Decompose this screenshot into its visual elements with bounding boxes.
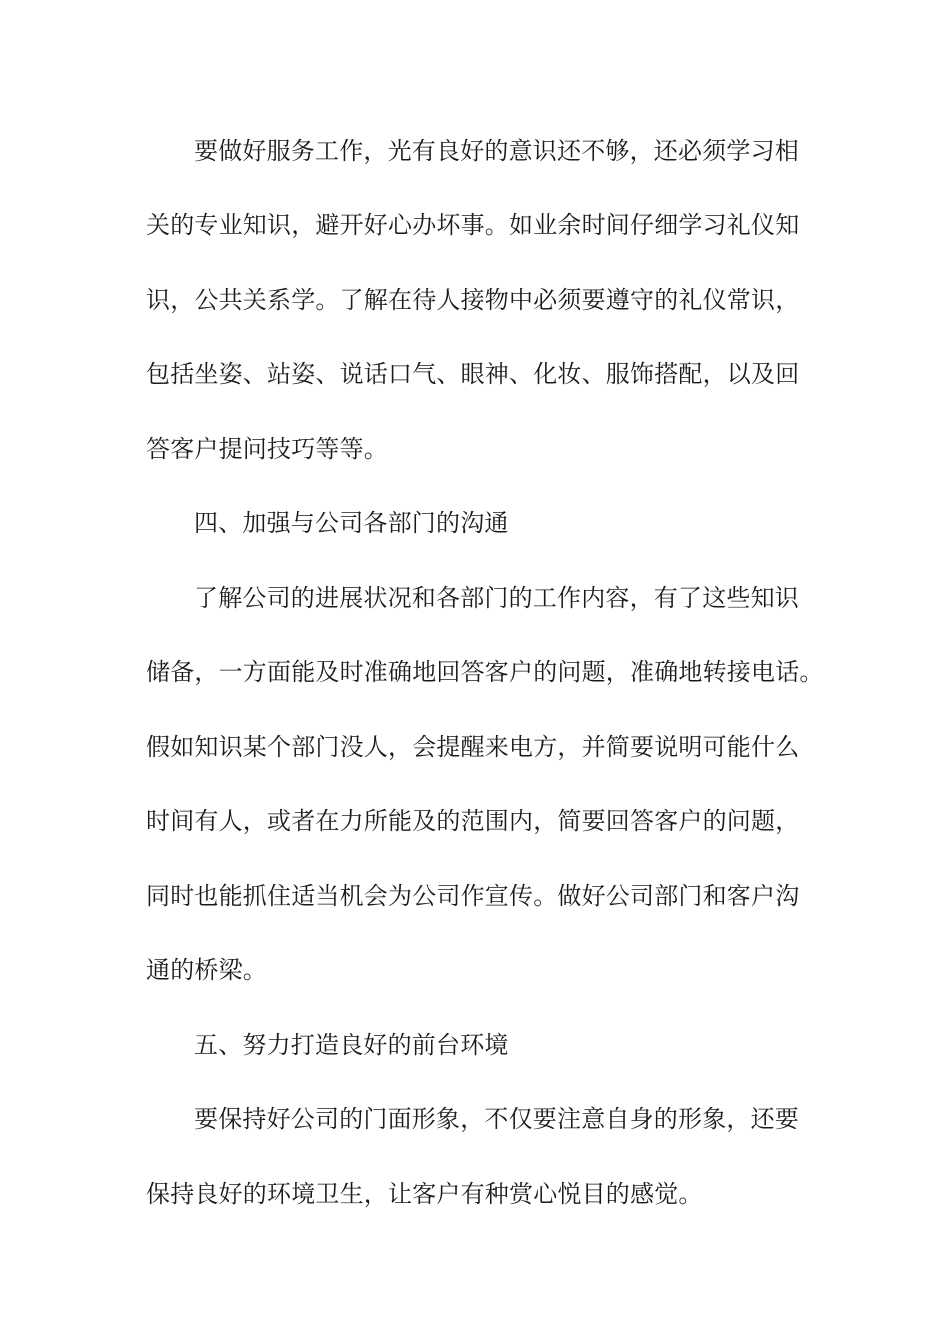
paragraph-line: 保持良好的环境卫生，让客户有种赏心悦目的感觉。 [146,1180,703,1208]
paragraph-line: 识，公共关系学。了解在待人接物中必须要遵守的礼仪常识， [146,286,800,314]
paragraph-line: 储备，一方面能及时准确地回答客户的问题，准确地转接电话。 [146,658,824,686]
paragraph-line: 假如知识某个部门没人，会提醒来电方，并简要说明可能什么 [146,733,800,761]
paragraph-line: 通的桥梁。 [146,956,267,984]
paragraph-line: 时间有人，或者在力所能及的范围内，简要回答客户的问题， [146,807,800,835]
paragraph-line: 要保持好公司的门面形象，不仅要注意自身的形象，还要 [194,1105,799,1133]
section-heading: 四、加强与公司各部门的沟通 [194,509,509,537]
paragraph-line: 关的专业知识，避开好心办坏事。如业余时间仔细学习礼仪知 [146,211,800,239]
paragraph-line: 答客户提问技巧等等。 [146,435,388,463]
paragraph-line: 要做好服务工作，光有良好的意识还不够，还必须学习相 [194,137,799,165]
section-heading: 五、努力打造良好的前台环境 [194,1031,509,1059]
paragraph-line: 了解公司的进展状况和各部门的工作内容，有了这些知识 [194,584,799,612]
paragraph-line: 包括坐姿、站姿、说话口气、眼神、化妆、服饰搭配，以及回 [146,360,800,388]
paragraph-line: 同时也能抓住适当机会为公司作宣传。做好公司部门和客户沟 [146,882,800,910]
